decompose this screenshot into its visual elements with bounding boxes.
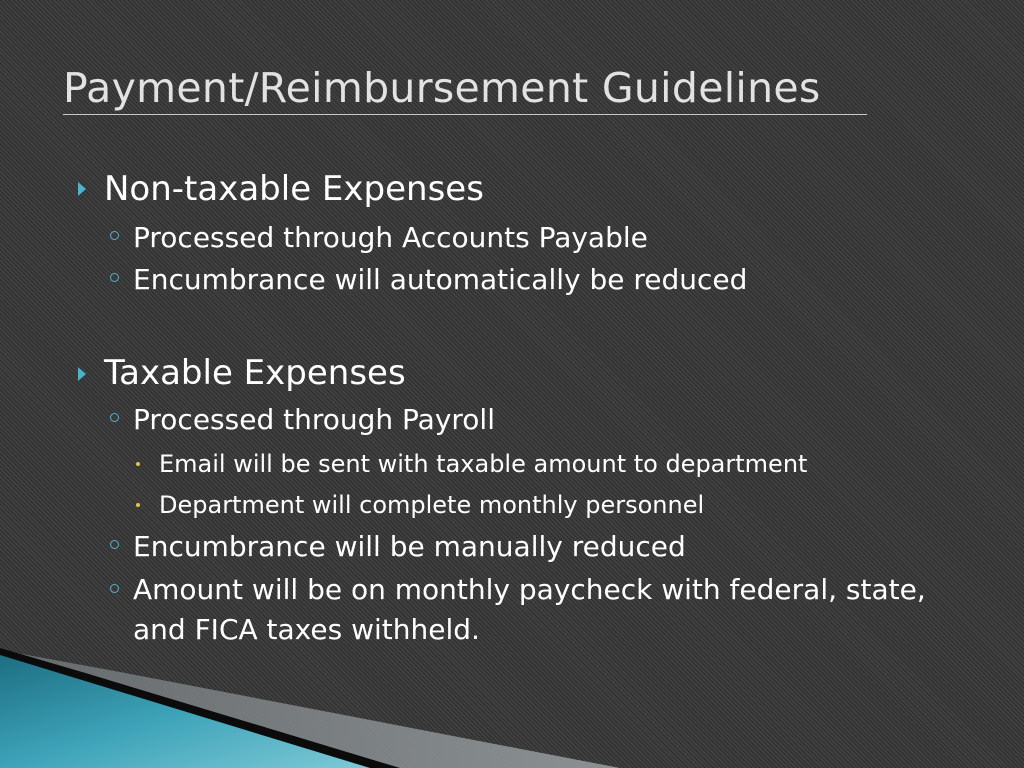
list-item: Encumbrance will be manually reduced [133,530,686,563]
section-heading: Non-taxable Expenses [104,169,484,209]
ring-bullet-icon [110,413,119,422]
sub-list-item: Department will complete monthly personnel [159,491,705,519]
ring-bullet-icon [110,273,119,282]
list-item: Encumbrance will automatically be reduced [133,263,748,296]
list-item: Processed through Payroll [133,403,495,436]
list-item: Amount will be on monthly paycheck with federal, state, and FICA taxes withheld. [133,573,926,646]
list-item: Processed through Accounts Payable [133,221,648,254]
arrow-bullet-icon [78,367,86,381]
ring-bullet-icon [110,584,119,593]
dot-bullet-icon [136,462,140,466]
ring-bullet-icon [110,231,119,240]
arrow-bullet-icon [78,182,86,196]
dot-bullet-icon [136,503,140,507]
section-heading: Taxable Expenses [104,353,406,393]
ring-bullet-icon [110,540,119,549]
slide-title: Payment/Reimbursement Guidelines [63,64,821,112]
sub-list-item: Email will be sent with taxable amount to department [159,450,808,478]
title-underline [63,114,867,115]
